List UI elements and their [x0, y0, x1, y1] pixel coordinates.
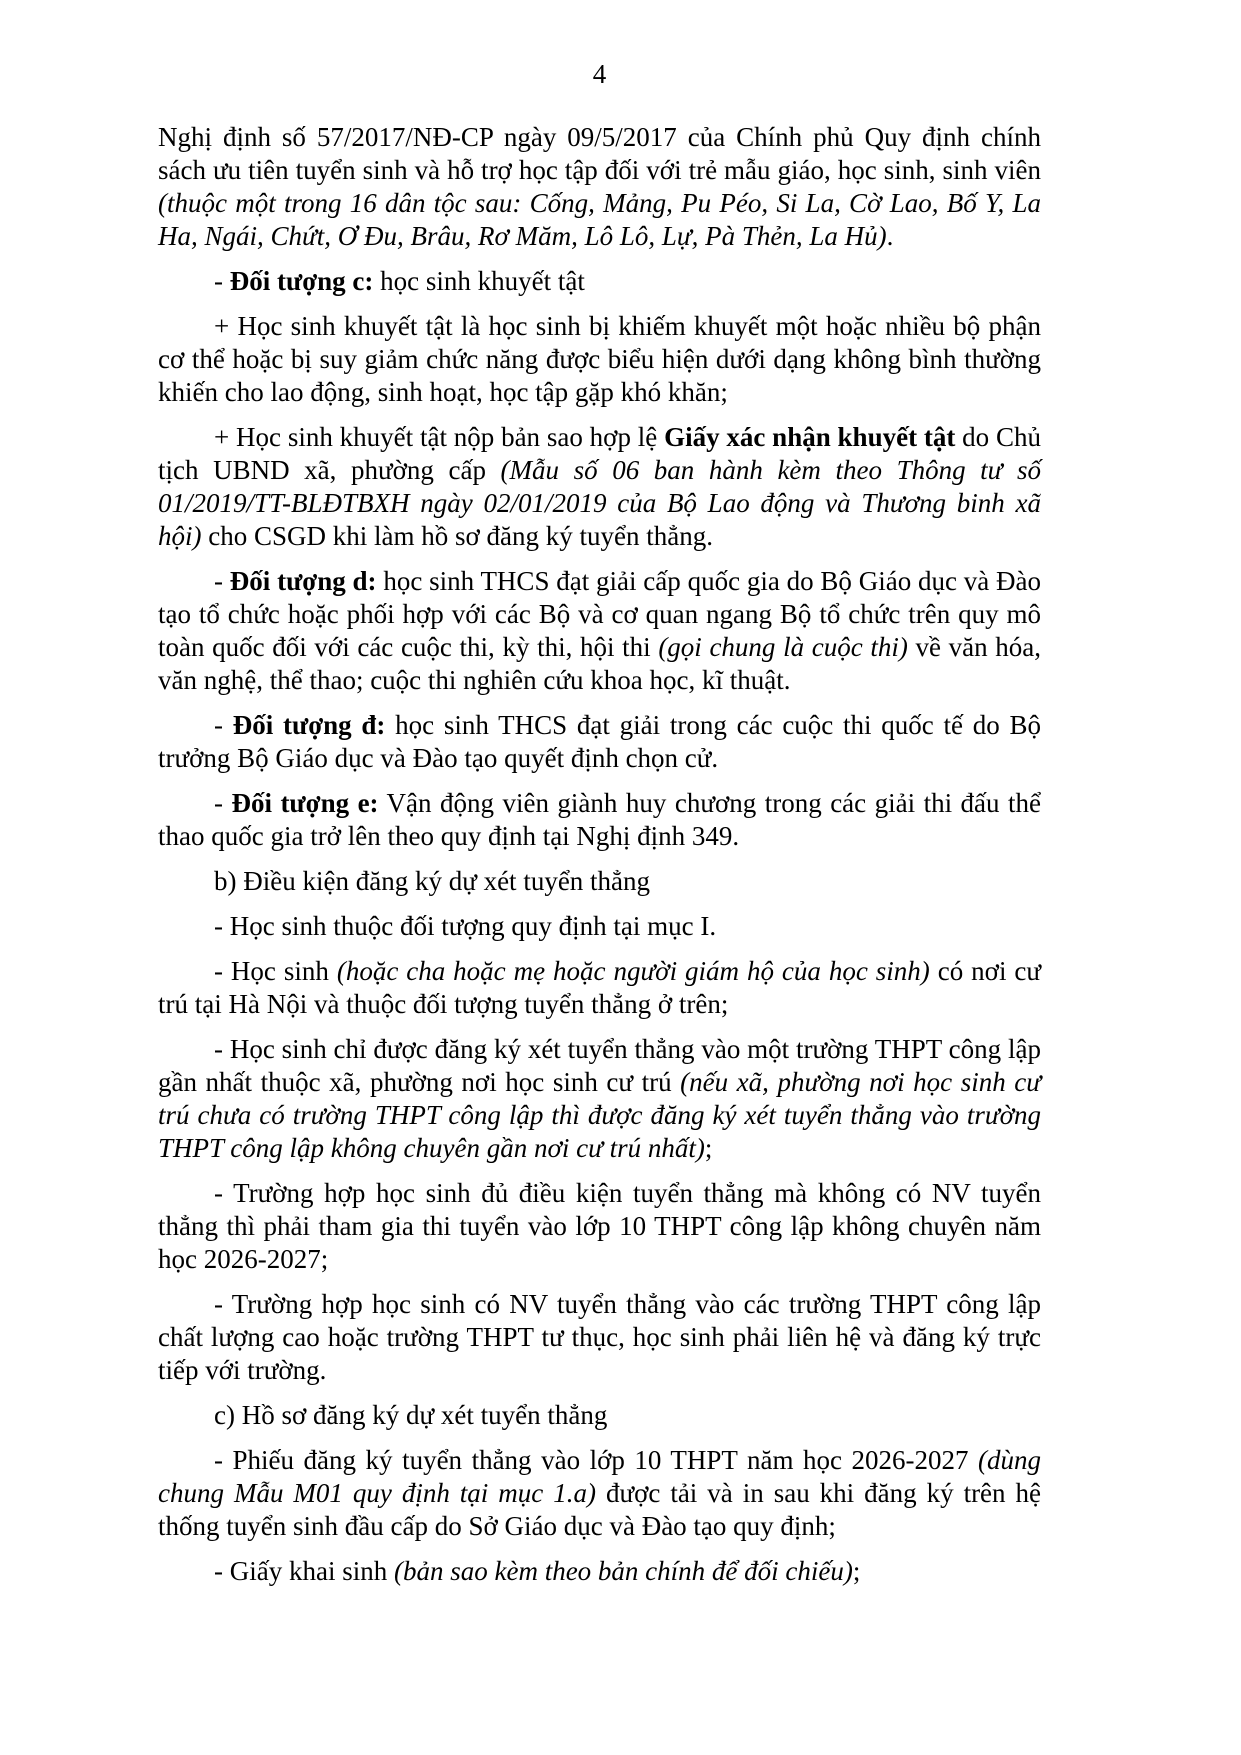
paragraph — [158, 1399, 1041, 1432]
text-run: + Học sinh khuyết tật nộp bản sao hợp lệ — [214, 422, 665, 452]
paragraph — [158, 1177, 1041, 1276]
text-run: ; — [704, 1133, 713, 1163]
text-run: (thuộc một trong 16 dân tộc sau: Cống, Mảng, Pu Péo, Si La, Cờ Lao, Bố Y, La Ha, Ngái, Chứt, Ơ Đu, Brâu, Rơ Măm, Lô Lô, Lự, Pà Thẻn, La Hủ) — [158, 188, 1041, 251]
text-run: - Học sinh chỉ được đăng ký xét tuyển thẳng vào một trường THPT công lập gần nhất thuộc xã, phường nơi học sinh cư trú — [158, 1034, 1041, 1097]
text-run: - Trường hợp học sinh có NV tuyển thẳng vào các trường THPT công lập chất lượng cao hoặc trường THPT tư thục, học sinh phải liên hệ và đăng ký trực tiếp với trường. — [158, 1289, 1041, 1385]
text-run: học sinh THCS đạt giải trong các cuộc thi quốc tế do Bộ trưởng Bộ Giáo dục và Đào tạo quyết định chọn cử. — [158, 710, 1042, 773]
text-run: học sinh khuyết tật — [373, 266, 585, 296]
text-run: (gọi chung là cuộc thi) — [658, 632, 908, 662]
paragraph — [158, 910, 1041, 943]
paragraph — [158, 310, 1041, 409]
text-run: có nơi cư trú tại Hà Nội và thuộc đối tượng tuyển thẳng ở trên; — [158, 956, 1042, 1019]
text-run: - Học sinh thuộc đối tượng quy định tại mục I. — [214, 911, 717, 941]
text-run: Đối tượng e: — [231, 788, 379, 818]
text-run: (hoặc cha hoặc mẹ hoặc người giám hộ của học sinh) — [336, 956, 930, 986]
text-run: Nghị định số 57/2017/NĐ-CP ngày 09/5/2017 của Chính phủ Quy định chính sách ưu tiên tuyển sinh và hỗ trợ học tập đối với trẻ mẫu giáo, học sinh, sinh viên — [158, 122, 1041, 185]
text-run: - — [214, 566, 230, 596]
paragraph — [158, 1288, 1041, 1387]
text-run: - — [214, 266, 230, 296]
text-run: - — [214, 788, 232, 818]
text-run: - Giấy khai sinh — [214, 1556, 394, 1586]
text-run: được tải và in sau khi đăng ký trên hệ thống tuyển sinh đầu cấp do Sở Giáo dục và Đào tạo quy định; — [158, 1478, 1041, 1541]
paragraph — [158, 265, 1041, 298]
text-run: về văn hóa, văn nghệ, thể thao; cuộc thi nghiên cứu khoa học, kĩ thuật. — [158, 632, 1041, 695]
text-run: (nếu xã, phường nơi học sinh cư trú chưa có trường THPT công lập thì được đăng ký xét tuyển thẳng vào trường THPT công lập không chuyên gần nơi cư trú nhất) — [158, 1067, 1041, 1163]
text-run: Đối tượng đ: — [232, 710, 386, 740]
text-run: b) Điều kiện đăng ký dự xét tuyển thẳng — [214, 866, 651, 896]
page-number: 4 — [592, 59, 607, 89]
document-body — [158, 121, 1041, 1588]
text-run: - — [214, 710, 233, 740]
paragraph — [158, 421, 1041, 553]
text-run: Giấy xác nhận khuyết tật — [664, 422, 956, 452]
paragraph — [158, 709, 1041, 775]
text-run: cho CSGD khi làm hồ sơ đăng ký tuyển thẳng. — [201, 521, 713, 551]
paragraph — [158, 787, 1041, 853]
text-run: học sinh THCS đạt giải cấp quốc gia do Bộ Giáo dục và Đào tạo tổ chức hoặc phối hợp với các Bộ và cơ quan ngang Bộ tổ chức trên quy mô toàn quốc đối với các cuộc thi, kỳ thi, hội thi — [158, 566, 1042, 662]
text-run: . — [886, 221, 894, 251]
paragraph — [158, 565, 1041, 697]
paragraph — [158, 1444, 1041, 1543]
text-run: Vận động viên giành huy chương trong các giải thi đấu thể thao quốc gia trở lên theo quy định tại Nghị định 349. — [158, 788, 1042, 851]
paragraph — [158, 955, 1041, 1021]
text-run: (Mẫu số 06 ban hành kèm theo Thông tư số 01/2019/TT-BLĐTBXH ngày 02/01/2019 của Bộ Lao động và Thương binh xã hội) — [158, 455, 1041, 551]
text-run: ; — [852, 1556, 861, 1586]
paragraph — [158, 865, 1041, 898]
text-run: Đối tượng c: — [229, 266, 374, 296]
text-run: - Trường hợp học sinh đủ điều kiện tuyển thẳng mà không có NV tuyển thẳng thì phải tham gia thi tuyển vào lớp 10 THPT công lập không chuyên năm học 2026-2027; — [158, 1178, 1041, 1274]
text-run: + Học sinh khuyết tật là học sinh bị khiếm khuyết một hoặc nhiều bộ phận cơ thể hoặc bị suy giảm chức năng được biểu hiện dưới dạng không bình thường khiến cho lao động, sinh hoạt, học tập gặp khó khăn; — [158, 311, 1041, 407]
text-run: (bản sao kèm theo bản chính để đối chiếu) — [393, 1556, 853, 1586]
paragraph — [158, 1555, 1041, 1588]
text-run: - Phiếu đăng ký tuyển thẳng vào lớp 10 THPT năm học 2026-2027 — [214, 1445, 978, 1475]
text-run: Đối tượng d: — [229, 566, 377, 596]
text-run: - Học sinh — [214, 956, 337, 986]
text-run: (dùng chung Mẫu M01 quy định tại mục 1.a) — [158, 1445, 1041, 1508]
text-run: c) Hồ sơ đăng ký dự xét tuyển thẳng — [214, 1400, 608, 1430]
paragraph — [158, 121, 1041, 253]
paragraph — [158, 1033, 1041, 1165]
text-run: do Chủ tịch UBND xã, phường cấp — [158, 422, 1041, 485]
